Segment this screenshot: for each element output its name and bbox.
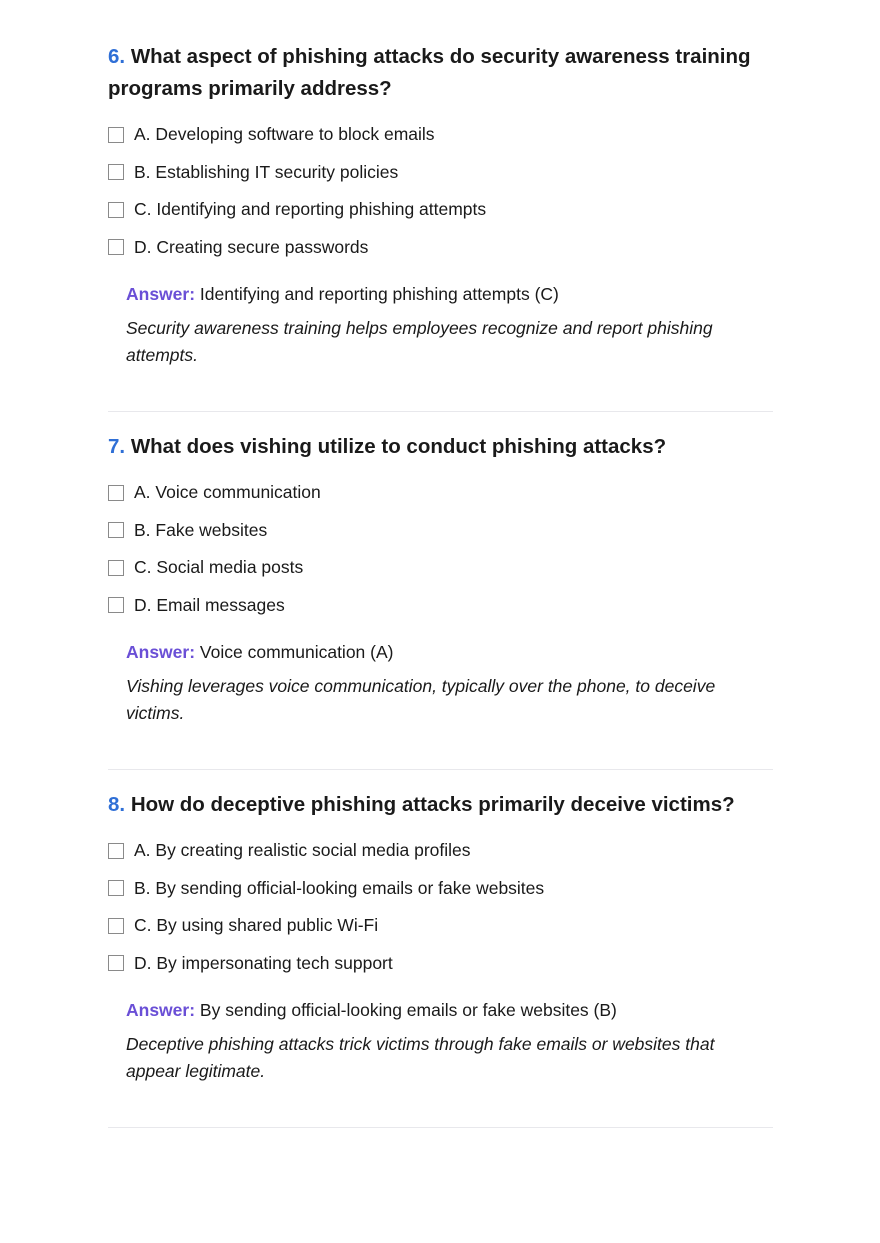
option[interactable] [108,474,773,512]
answer [126,281,773,307]
option[interactable] [108,154,773,192]
option-label: C. By using shared public Wi-Fi [134,915,379,936]
option-label: D. By impersonating tech support [134,952,393,973]
checkbox[interactable] [108,522,124,538]
question-block [108,770,773,1128]
question-block [108,412,773,770]
option[interactable] [108,229,773,267]
explanation: Security awareness training helps employees recognize and report phishing attempts. [126,318,713,365]
answer-text: Voice communication (A) [199,642,394,662]
question-text: How do deceptive phishing attacks primarily deceive victims? [130,793,735,816]
checkbox[interactable] [108,880,124,896]
option[interactable] [108,191,773,229]
option-label: B. Fake websites [134,519,268,540]
checkbox[interactable] [108,239,124,255]
option[interactable] [108,549,773,587]
checkbox[interactable] [108,560,124,576]
option-label: D. Creating secure passwords [134,236,369,257]
option-label: A. Voice communication [134,482,321,503]
explanation: Deceptive phishing attacks trick victims through fake emails or websites that appear legitimate. [126,1034,715,1081]
question-title [108,41,773,105]
option-label: B. Establishing IT security policies [134,161,399,182]
option[interactable] [108,945,773,983]
checkbox[interactable] [108,202,124,218]
checkbox[interactable] [108,955,124,971]
question-title [108,789,773,821]
checkbox[interactable] [108,918,124,934]
answer [126,997,773,1023]
option-label: A. Developing software to block emails [134,124,435,145]
option[interactable] [108,116,773,154]
checkbox[interactable] [108,127,124,143]
question-number: 6. [108,45,126,68]
checkbox[interactable] [108,164,124,180]
checkbox[interactable] [108,843,124,859]
option[interactable] [108,832,773,870]
answer-text: Identifying and reporting phishing attempts (C) [199,284,559,304]
explanation: Vishing leverages voice communication, typically over the phone, to deceive victims. [126,676,716,723]
answer-label: Answer: [126,284,196,304]
question-number: 7. [108,435,126,458]
option-label: C. Social media posts [134,557,304,578]
option-label: B. By sending official-looking emails or fake websites [134,877,545,898]
question-number: 8. [108,793,126,816]
question-title [108,431,773,463]
question-text: What aspect of phishing attacks do security awareness training programs primarily address? [108,45,751,100]
option-label: D. Email messages [134,594,285,615]
question-text: What does vishing utilize to conduct phishing attacks? [130,435,667,458]
option-label: A. By creating realistic social media profiles [134,840,471,861]
option[interactable] [108,512,773,550]
answer-text: By sending official-looking emails or fake websites (B) [199,1000,617,1020]
answer-label: Answer: [126,1000,196,1020]
option[interactable] [108,587,773,625]
option-label: C. Identifying and reporting phishing attempts [134,199,487,220]
answer [126,639,773,665]
question-block [108,41,773,412]
checkbox[interactable] [108,597,124,613]
answer-label: Answer: [126,642,196,662]
option[interactable] [108,907,773,945]
checkbox[interactable] [108,485,124,501]
option[interactable] [108,870,773,908]
